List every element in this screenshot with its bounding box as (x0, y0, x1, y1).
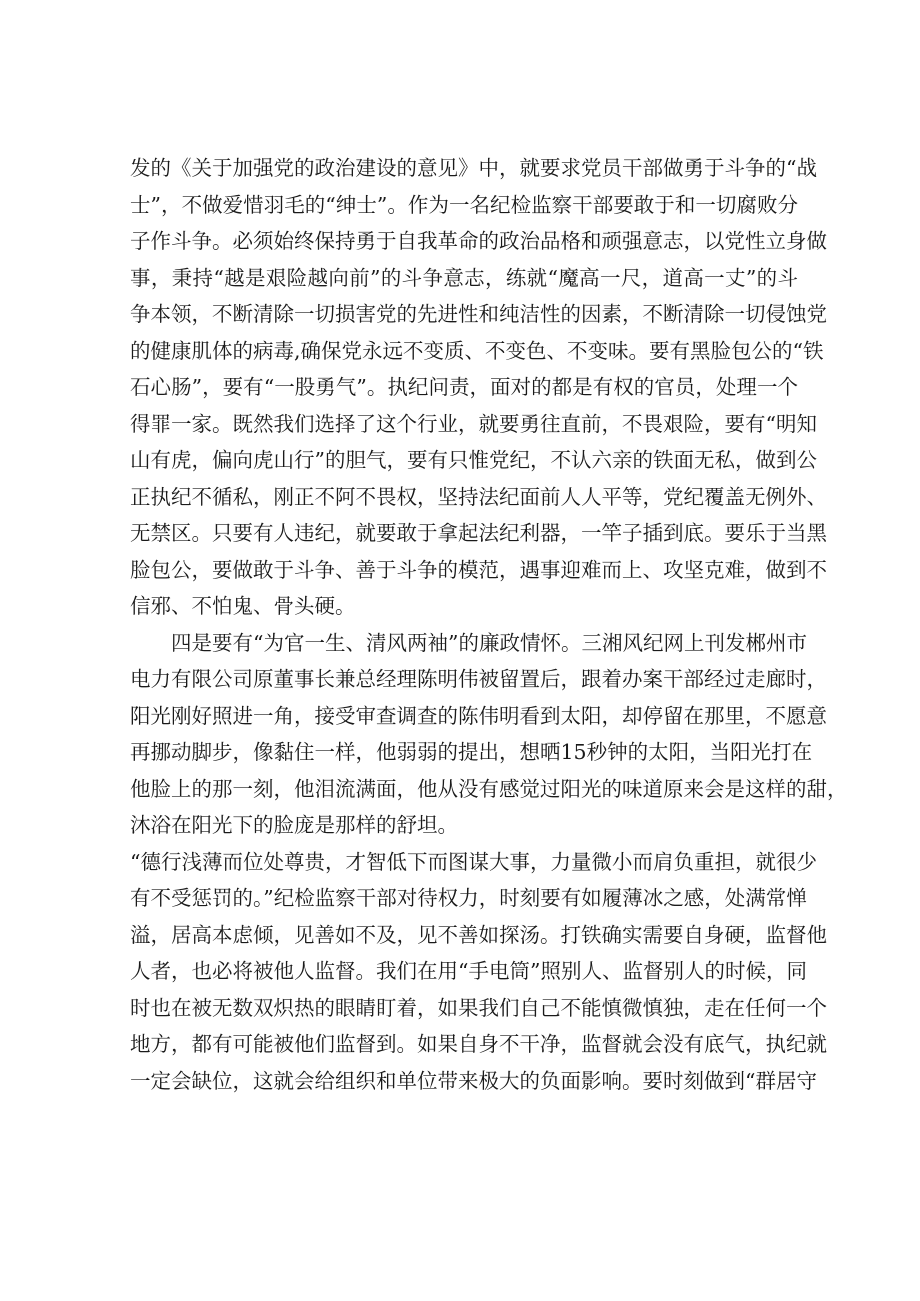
text-line: 正执纪不循私，刚正不阿不畏权，坚持法纪面前人人平等，党纪覆盖无例外、 (130, 484, 827, 509)
text-line: 时也在被无数双炽热的眼睛盯着，如果我们自己不能慎微慎独，走在任何一个 (130, 995, 827, 1020)
text-line: 信邪、不怕鬼、骨头硬。 (130, 594, 356, 618)
text-line: 得罪一家。既然我们选择了这个行业，就要勇往直前，不畏艰险，要有“明知 (130, 411, 817, 436)
text-line: 地方，都有可能被他们监督到。如果自身不干净，监督就会没有底气，执纪就 (130, 1032, 827, 1056)
text-line: 有不受惩罚的。”纪检监察干部对待权力，时刻要有如履薄冰之感，处满常惮 (130, 886, 807, 910)
text-line: “德行浅薄而位处尊贵，才智低下而图谋大事，力量微小而肩负重担，就很少 (130, 849, 817, 874)
text-line: 事，秉持“越是艰险越向前”的斗争意志，练就“魔高一尺，道高一丈”的斗 (130, 265, 798, 290)
text-line: 无禁区。只要有人违纪，就要敢于拿起法纪利器，一竿子插到底。要乐于当黑 (130, 521, 827, 545)
text-line: 再挪动脚步，像黏住一样，他弱弱的提出，想晒15秒钟的太阳，当阳光打在 (130, 740, 813, 764)
body-text (130, 150, 848, 1099)
text-line: 四是要有“为官一生、清风两袖”的廉政情怀。三湘风纪网上刊发郴州市 (171, 630, 807, 655)
text-line: 发的《关于加强党的政治建设的意见》中，就要求党员干部做勇于斗争的“战 (130, 156, 817, 180)
text-line: 溢，居高本虑倾，见善如不及，见不善如探汤。打铁确实需要自身硬，监督他 (130, 922, 827, 947)
text-line: 士”，不做爱惜羽毛的“绅士”。作为一名纪检监察干部要敢于和一切腐败分 (130, 192, 798, 217)
text-line: 争本领，不断清除一切损害党的先进性和纯洁性的因素，不断清除一切侵蚀党 (130, 302, 827, 326)
text-line: 脸包公，要做敢于斗争、善于斗争的模范，遇事迎难而上、攻坚克难，做到不 (130, 557, 827, 582)
text-line: 沐浴在阳光下的脸庞是那样的舒坦。 (130, 813, 458, 837)
text-line: 人者，也必将被他人监督。我们在用“手电筒”照别人、监督别人的时候，同 (130, 959, 807, 983)
text-line: 他脸上的那一刻，他泪流满面，他从没有感觉过阳光的味道原来会是这样的甜， (130, 776, 848, 801)
text-line: 阳光刚好照进一角，接受审查调查的陈伟明看到太阳，却停留在那里，不愿意 (130, 703, 827, 728)
text-line: 电力有限公司原董事长兼总经理陈明伟被留置后，跟着办案干部经过走廊时， (130, 667, 827, 691)
text-line: 石心肠”，要有“一股勇气”。执纪问责，面对的都是有权的官员，处理一个 (130, 375, 798, 399)
text-line: 的健康肌体的病毒,确保党永远不变质、不变色、不变味。要有黑脸包公的“铁 (130, 338, 824, 363)
text-line: 子作斗争。必须始终保持勇于自我革命的政治品格和顽强意志，以党性立身做 (130, 229, 827, 253)
text-line: 山有虎，偏向虎山行”的胆气，要有只惟党纪，不认六亲的铁面无私，做到公 (130, 448, 817, 472)
text-line: 一定会缺位，这就会给组织和单位带来极大的负面影响。要时刻做到“群居守 (130, 1068, 817, 1093)
